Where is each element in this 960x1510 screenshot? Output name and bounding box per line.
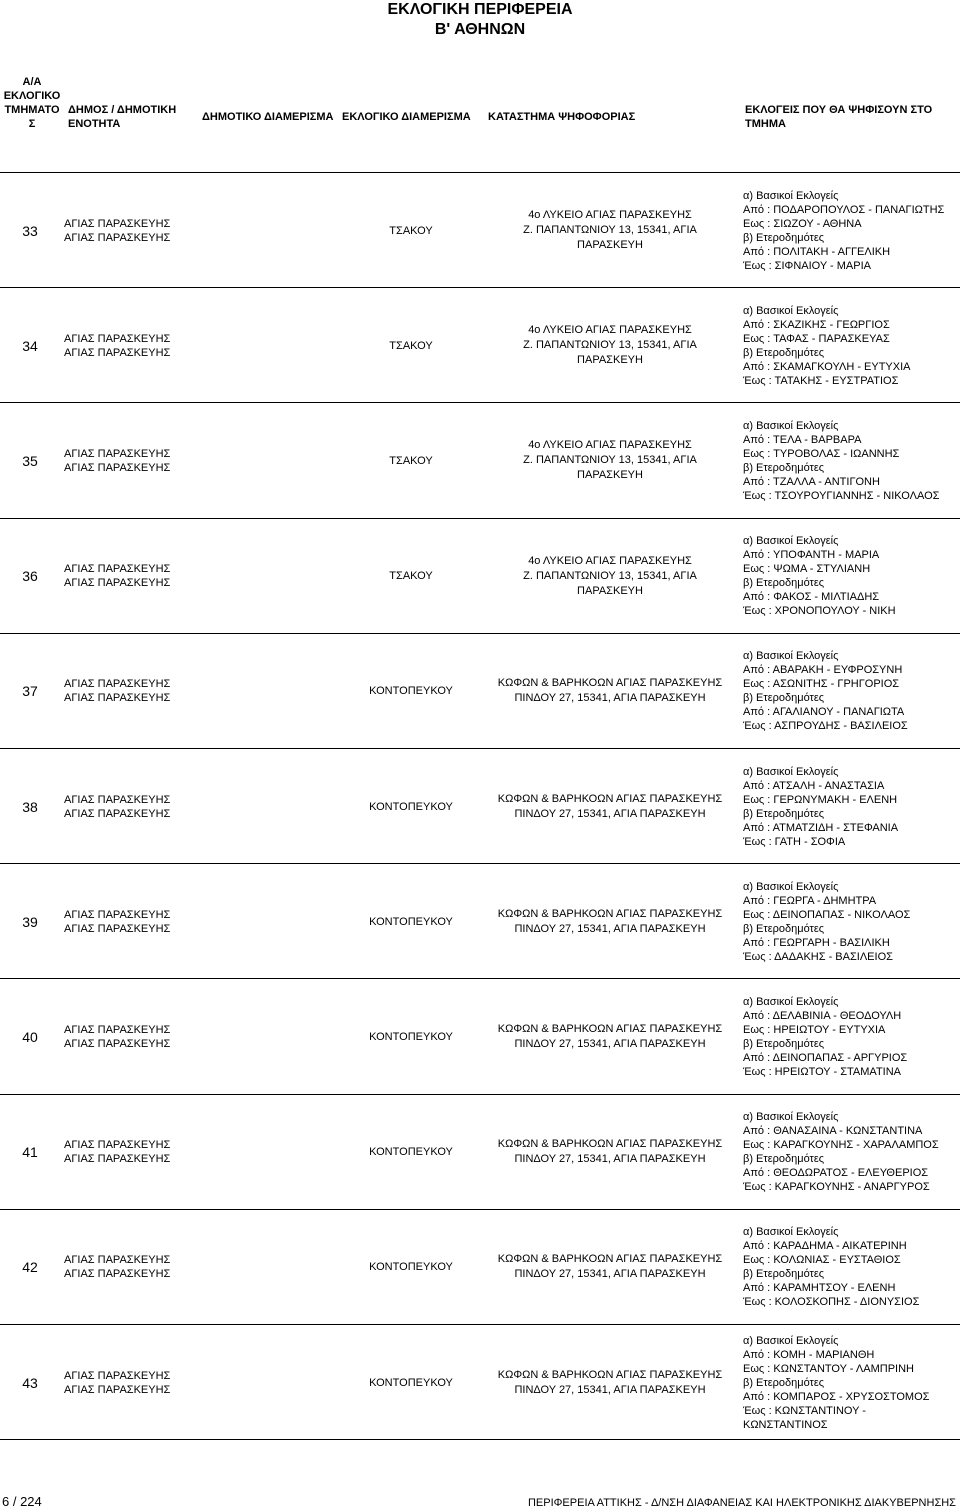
municipality-line: ΑΓΙΑΣ ΠΑΡΑΣΚΕΥΗΣ (64, 461, 171, 474)
table-row (0, 633, 960, 748)
table-header (0, 60, 960, 172)
polling-station-cell (480, 864, 740, 979)
row-number: 43 (22, 1374, 38, 1391)
polling-station-line: ΚΩΦΩΝ & ΒΑΡΗΚΟΩΝ ΑΓΙΑΣ ΠΑΡΑΣΚΕΥΗΣ (497, 677, 723, 690)
title-line-1: ΕΚΛΟΓΙΚΗ ΠΕΡΙΦΕΡΕΙΑ (387, 1, 573, 18)
municipality-line: ΑΓΙΑΣ ΠΑΡΑΣΚΕΥΗΣ (64, 793, 171, 806)
voters-line: β) Ετεροδημότες (743, 692, 825, 705)
voters-line: Από : ΘΑΝΑΣΑΙΝΑ - ΚΩΝΣΤΑΝΤΙΝΑ (743, 1125, 923, 1138)
polling-station-cell (480, 979, 740, 1094)
municipality-line: ΑΓΙΑΣ ΠΑΡΑΣΚΕΥΗΣ (64, 447, 171, 460)
voters-line: α) Βασικοί Εκλογείς (743, 880, 839, 893)
municipality-line: ΑΓΙΑΣ ΠΑΡΑΣΚΕΥΗΣ (64, 807, 171, 820)
voters-line: Από : ΓΕΩΡΓΑΡΗ - ΒΑΣΙΛΙΚΗ (743, 936, 890, 949)
voters-line: β) Ετεροδημότες (743, 1268, 825, 1281)
polling-station-line: ΠΙΝΔΟΥ 27, 15341, ΑΓΙΑ ΠΑΡΑΣΚΕΥΗ (514, 1153, 706, 1166)
polling-station-cell (480, 403, 740, 518)
title-line-2: Β' ΑΘΗΝΩΝ (434, 21, 526, 38)
header-aa-line: ΕΚΛΟΓΙΚΟ (3, 90, 61, 102)
voters-line: Από : ΣΚΑΜΑΓΚΟΥΛΗ - ΕΥΤΥΧΙΑ (743, 360, 911, 373)
polling-station-cell (480, 1325, 740, 1440)
header-polling-station: ΚΑΤΑΣΤΗΜΑ ΨΗΦΟΦΟΡΙΑΣ (488, 111, 636, 123)
row-number: 39 (22, 913, 38, 930)
voters-line: β) Ετεροδημότες (743, 346, 825, 359)
polling-station-line: Ζ. ΠΑΠΑΝΤΩΝΙΟΥ 13, 15341, ΑΓΙΑ (523, 569, 697, 582)
voters-line: Εως : ΤΑΦΑΣ - ΠΑΡΑΣΚΕΥΑΣ (743, 332, 890, 345)
voters-cell (743, 749, 958, 864)
voters-line: α) Βασικοί Εκλογείς (743, 419, 839, 432)
voters-cell (743, 1210, 958, 1325)
electoral-district-cell: ΚΟΝΤΟΠΕΥΚΟΥ (369, 1030, 453, 1043)
table-row (0, 287, 960, 402)
voters-line: Από : ΤΕΛΑ - ΒΑΡΒΑΡΑ (743, 433, 862, 446)
table-row (0, 518, 960, 633)
polling-station-line: ΠΙΝΔΟΥ 27, 15341, ΑΓΙΑ ΠΑΡΑΣΚΕΥΗ (514, 1383, 706, 1396)
electoral-district-cell: ΚΟΝΤΟΠΕΥΚΟΥ (369, 800, 453, 813)
polling-station-line: ΚΩΦΩΝ & ΒΑΡΗΚΟΩΝ ΑΓΙΑΣ ΠΑΡΑΣΚΕΥΗΣ (497, 1368, 723, 1381)
voters-line: Από : ΚΟΜΗ - ΜΑΡΙΑΝΘΗ (743, 1348, 875, 1361)
polling-station-line: ΚΩΦΩΝ & ΒΑΡΗΚΟΩΝ ΑΓΙΑΣ ΠΑΡΑΣΚΕΥΗΣ (497, 792, 723, 805)
header-municipality (68, 103, 176, 131)
electoral-district-cell: ΚΟΝΤΟΠΕΥΚΟΥ (369, 1261, 453, 1274)
voters-line: α) Βασικοί Εκλογείς (743, 304, 839, 317)
municipality-line: ΑΓΙΑΣ ΠΑΡΑΣΚΕΥΗΣ (64, 1268, 171, 1281)
municipality-line: ΑΓΙΑΣ ΠΑΡΑΣΚΕΥΗΣ (64, 1139, 171, 1152)
voters-line: β) Ετεροδημότες (743, 461, 825, 474)
voters-line: Εως : ΚΟΛΩΝΙΑΣ - ΕΥΣΤΑΘΙΟΣ (743, 1254, 901, 1267)
polling-station-cell (480, 634, 740, 749)
voters-line: Έως : ΑΣΠΡΟΥΔΗΣ - ΒΑΣΙΛΕΙΟΣ (743, 720, 908, 733)
polling-station-line: Ζ. ΠΑΠΑΝΤΩΝΙΟΥ 13, 15341, ΑΓΙΑ (523, 224, 697, 236)
voters-cell (743, 1325, 958, 1440)
table-row (0, 978, 960, 1093)
table-row (0, 863, 960, 978)
table-row (0, 748, 960, 863)
polling-station-cell (480, 1210, 740, 1325)
table-row (0, 172, 960, 287)
voters-line: α) Βασικοί Εκλογείς (743, 995, 839, 1008)
voters-line: Από : ΑΒΑΡΑΚΗ - ΕΥΦΡΟΣΥΝΗ (743, 664, 903, 677)
voters-line: Έως : ΤΑΤΑΚΗΣ - ΕΥΣΤΡΑΤΙΟΣ (743, 374, 899, 387)
voters-line: Έως : ΣΙΦΝΑΙΟΥ - ΜΑΡΙΑ (743, 259, 871, 272)
header-aa-line: ΤΜΗΜΑΤΟ (4, 104, 60, 116)
voters-line: β) Ετεροδημότες (743, 577, 825, 590)
municipality-cell (64, 519, 192, 634)
municipality-line: ΑΓΙΑΣ ΠΑΡΑΣΚΕΥΗΣ (64, 332, 171, 345)
polling-station-line: ΚΩΦΩΝ & ΒΑΡΗΚΟΩΝ ΑΓΙΑΣ ΠΑΡΑΣΚΕΥΗΣ (497, 1253, 723, 1266)
voters-line: Από : ΘΕΟΔΩΡΑΤΟΣ - ΕΛΕΥΘΕΡΙΟΣ (743, 1167, 929, 1180)
municipality-line: ΑΓΙΑΣ ΠΑΡΑΣΚΕΥΗΣ (64, 908, 171, 921)
voters-cell (743, 173, 958, 288)
polling-station-line: ΠΑΡΑΣΚΕΥΗ (577, 354, 643, 367)
voters-line: α) Βασικοί Εκλογείς (743, 1111, 839, 1124)
voters-line: Από : ΣΚΑΖΙΚΗΣ - ΓΕΩΡΓΙΟΣ (743, 318, 890, 331)
voters-cell (743, 634, 958, 749)
polling-station-line: ΚΩΦΩΝ & ΒΑΡΗΚΟΩΝ ΑΓΙΑΣ ΠΑΡΑΣΚΕΥΗΣ (497, 1022, 723, 1035)
voters-line: β) Ετεροδημότες (743, 807, 825, 820)
voters-line: Εως : ΓΕΡΩΝΥΜΑΚΗ - ΕΛΕΝΗ (743, 793, 898, 806)
header-voters (745, 103, 932, 131)
page-number: 6 / 224 (2, 1494, 42, 1509)
municipality-line: ΑΓΙΑΣ ΠΑΡΑΣΚΕΥΗΣ (64, 1153, 171, 1166)
polling-station-cell (480, 173, 740, 288)
voters-line: Από : ΔΕΙΝΟΠΑΠΑΣ - ΑΡΓΥΡΙΟΣ (743, 1051, 908, 1064)
polling-station-line: 4ο ΛΥΚΕΙΟ ΑΓΙΑΣ ΠΑΡΑΣΚΕΥΗΣ (528, 554, 692, 567)
table-row (0, 1324, 960, 1439)
row-number: 42 (22, 1259, 38, 1276)
municipality-cell (64, 1210, 192, 1325)
voters-line: Έως : ΚΑΡΑΓΚΟΥΝΗΣ - ΑΝΑΡΓΥΡΟΣ (743, 1181, 930, 1194)
voters-line: Από : ΔΕΛΑΒΙΝΙΑ - ΘΕΟΔΟΥΛΗ (743, 1009, 902, 1022)
voters-line: Εως : ΚΩΝΣΤΑΝΤΟΥ - ΛΑΜΠΡΙΝΗ (743, 1362, 914, 1375)
municipality-cell (64, 403, 192, 518)
electoral-district-cell: ΤΣΑΚΟΥ (389, 339, 433, 352)
header-electoral-district: ΕΚΛΟΓΙΚΟ ΔΙΑΜΕΡΙΣΜΑ (342, 111, 471, 123)
voters-line: Από : ΤΖΑΛΛΑ - ΑΝΤΙΓΟΝΗ (743, 475, 880, 488)
row-number: 40 (22, 1028, 38, 1045)
voters-cell (743, 403, 958, 518)
voters-line: β) Ετεροδημότες (743, 922, 825, 935)
voters-line: Έως : ΤΣΟΥΡΟΥΓΙΑΝΝΗΣ - ΝΙΚΟΛΑΟΣ (743, 489, 940, 502)
voters-line: α) Βασικοί Εκλογείς (743, 765, 839, 778)
municipality-line: ΑΓΙΑΣ ΠΑΡΑΣΚΕΥΗΣ (64, 1383, 171, 1396)
voters-line: ΚΩΝΣΤΑΝΤΙΝΟΣ (743, 1418, 828, 1431)
municipality-cell (64, 1095, 192, 1210)
voters-line: Εως : ΚΑΡΑΓΚΟΥΝΗΣ - ΧΑΡΑΛΑΜΠΟΣ (743, 1139, 939, 1152)
electoral-district-cell: ΚΟΝΤΟΠΕΥΚΟΥ (369, 685, 453, 698)
row-number: 35 (22, 452, 38, 469)
voters-line: Από : ΦΑΚΟΣ - ΜΙΛΤΙΑΔΗΣ (743, 591, 880, 604)
voters-line: Από : ΥΠΟΦΑΝΤΗ - ΜΑΡΙΑ (743, 549, 880, 562)
municipality-cell (64, 979, 192, 1094)
voters-line: Από : ΚΟΜΠΑΡΟΣ - ΧΡΥΣΟΣΤΟΜΟΣ (743, 1390, 930, 1403)
voters-cell (743, 979, 958, 1094)
row-number: 38 (22, 798, 38, 815)
polling-station-cell (480, 1095, 740, 1210)
polling-station-line: 4ο ΛΥΚΕΙΟ ΑΓΙΑΣ ΠΑΡΑΣΚΕΥΗΣ (528, 324, 692, 337)
page-footer (0, 1494, 960, 1510)
voters-line: Έως : ΚΟΛΟΣΚΟΠΗΣ - ΔΙΟΝΥΣΙΟΣ (743, 1296, 920, 1309)
voters-line: Έως : ΧΡΟΝΟΠΟΥΛΟΥ - ΝΙΚΗ (743, 605, 896, 618)
polling-station-cell (480, 519, 740, 634)
electoral-district-cell: ΤΣΑΚΟΥ (389, 454, 433, 467)
electoral-district-cell: ΤΣΑΚΟΥ (389, 224, 433, 237)
voters-line: Από : ΠΟΔΑΡΟΠΟΥΛΟΣ - ΠΑΝΑΓΙΩΤΗΣ (743, 203, 945, 216)
footer-organization: ΠΕΡΙΦΕΡΕΙΑ ΑΤΤΙΚΗΣ - Δ/ΝΣΗ ΔΙΑΦΑΝΕΙΑΣ ΚΑΙ ΗΛΕΚΤΡΟΝΙΚΗΣ ΔΙΑΚΥΒΕΡΝΗΣΗΣ (527, 1497, 956, 1509)
municipality-line: ΑΓΙΑΣ ΠΑΡΑΣΚΕΥΗΣ (64, 692, 171, 705)
polling-station-line: 4ο ΛΥΚΕΙΟ ΑΓΙΑΣ ΠΑΡΑΣΚΕΥΗΣ (528, 209, 692, 221)
voters-cell (743, 1095, 958, 1210)
polling-station-line: ΠΑΡΑΣΚΕΥΗ (577, 469, 643, 482)
row-number: 37 (22, 683, 38, 700)
voters-line: Από : ΚΑΡΑΜΗΤΣΟΥ - ΕΛΕΝΗ (743, 1282, 896, 1295)
voters-line: β) Ετεροδημότες (743, 1376, 825, 1389)
header-municipal-district: ΔΗΜΟΤΙΚΟ ΔΙΑΜΕΡΙΣΜΑ (202, 111, 334, 123)
table-row (0, 402, 960, 517)
voters-line: Εως : ΗΡΕΙΩΤΟΥ - ΕΥΤΥΧΙΑ (743, 1023, 886, 1036)
table-row (0, 1094, 960, 1209)
municipality-line: ΑΓΙΑΣ ΠΑΡΑΣΚΕΥΗΣ (64, 346, 171, 359)
polling-station-line: 4ο ΛΥΚΕΙΟ ΑΓΙΑΣ ΠΑΡΑΣΚΕΥΗΣ (528, 439, 692, 452)
voters-line: Από : ΑΓΑΛΙΑΝΟΥ - ΠΑΝΑΓΙΩΤΑ (743, 706, 905, 719)
voters-line: α) Βασικοί Εκλογείς (743, 189, 839, 202)
municipality-line: ΑΓΙΑΣ ΠΑΡΑΣΚΕΥΗΣ (64, 678, 171, 691)
polling-station-line: ΠΙΝΔΟΥ 27, 15341, ΑΓΙΑ ΠΑΡΑΣΚΕΥΗ (514, 692, 706, 705)
municipality-line: ΑΓΙΑΣ ΠΑΡΑΣΚΕΥΗΣ (64, 563, 171, 576)
polling-station-line: Ζ. ΠΑΠΑΝΤΩΝΙΟΥ 13, 15341, ΑΓΙΑ (523, 339, 697, 352)
row-number: 34 (22, 337, 38, 354)
polling-station-line: ΚΩΦΩΝ & ΒΑΡΗΚΟΩΝ ΑΓΙΑΣ ΠΑΡΑΣΚΕΥΗΣ (497, 1138, 723, 1151)
page-title (0, 0, 960, 40)
municipality-cell (64, 634, 192, 749)
polling-station-line: ΠΙΝΔΟΥ 27, 15341, ΑΓΙΑ ΠΑΡΑΣΚΕΥΗ (514, 1037, 706, 1050)
row-number: 36 (22, 568, 38, 585)
polling-station-line: ΠΑΡΑΣΚΕΥΗ (577, 239, 643, 251)
header-aa-line: Α/Α (22, 76, 42, 88)
municipality-line: ΑΓΙΑΣ ΠΑΡΑΣΚΕΥΗΣ (64, 1369, 171, 1382)
voters-cell (743, 519, 958, 634)
electoral-district-cell: ΤΣΑΚΟΥ (389, 570, 433, 583)
voters-line: Έως : ΔΑΔΑΚΗΣ - ΒΑΣΙΛΕΙΟΣ (743, 950, 893, 963)
municipality-line: ΑΓΙΑΣ ΠΑΡΑΣΚΕΥΗΣ (64, 231, 171, 244)
voters-cell (743, 864, 958, 979)
polling-station-line: ΠΙΝΔΟΥ 27, 15341, ΑΓΙΑ ΠΑΡΑΣΚΕΥΗ (514, 807, 706, 820)
voters-line: α) Βασικοί Εκλογείς (743, 650, 839, 663)
voters-cell (743, 288, 958, 403)
header-aa (2, 75, 62, 131)
voters-line: Έως : ΗΡΕΙΩΤΟΥ - ΣΤΑΜΑΤΙΝΑ (743, 1065, 901, 1078)
polling-station-line: ΠΙΝΔΟΥ 27, 15341, ΑΓΙΑ ΠΑΡΑΣΚΕΥΗ (514, 1268, 706, 1281)
header-voters-line: ΕΚΛΟΓΕΙΣ ΠΟΥ ΘΑ ΨΗΦΙΣΟΥΝ ΣΤΟ (745, 104, 933, 116)
voters-line: Εως : ΑΣΩΝΙΤΗΣ - ΓΡΗΓΟΡΙΟΣ (743, 678, 900, 691)
municipality-line: ΑΓΙΑΣ ΠΑΡΑΣΚΕΥΗΣ (64, 217, 171, 230)
polling-table (0, 172, 960, 1440)
header-voters-line: ΤΜΗΜΑ (745, 118, 786, 130)
voters-line: α) Βασικοί Εκλογείς (743, 1226, 839, 1239)
voters-line: Από : ΑΤΣΑΛΗ - ΑΝΑΣΤΑΣΙΑ (743, 779, 885, 792)
row-number: 41 (22, 1144, 38, 1161)
municipality-line: ΑΓΙΑΣ ΠΑΡΑΣΚΕΥΗΣ (64, 1023, 171, 1036)
voters-line: Εως : ΔΕΙΝΟΠΑΠΑΣ - ΝΙΚΟΛΑΟΣ (743, 908, 911, 921)
municipality-line: ΑΓΙΑΣ ΠΑΡΑΣΚΕΥΗΣ (64, 1254, 171, 1267)
header-aa-line: Σ (28, 118, 36, 130)
polling-station-line: ΚΩΦΩΝ & ΒΑΡΗΚΟΩΝ ΑΓΙΑΣ ΠΑΡΑΣΚΕΥΗΣ (497, 907, 723, 920)
electoral-district-cell: ΚΟΝΤΟΠΕΥΚΟΥ (369, 915, 453, 928)
polling-station-cell (480, 749, 740, 864)
voters-line: Από : ΓΕΩΡΓΑ - ΔΗΜΗΤΡΑ (743, 894, 877, 907)
voters-line: Εως : ΨΩΜΑ - ΣΤΥΛΙΑΝΗ (743, 563, 871, 576)
table-row (0, 1209, 960, 1324)
voters-line: Από : ΑΤΜΑΤΖΙΔΗ - ΣΤΕΦΑΝΙΑ (743, 821, 899, 834)
header-municipality-line: ΕΝΟΤΗΤΑ (68, 118, 121, 130)
voters-line: Εως : ΣΙΩΖΟΥ - ΑΘΗΝΑ (743, 217, 862, 230)
municipality-line: ΑΓΙΑΣ ΠΑΡΑΣΚΕΥΗΣ (64, 1037, 171, 1050)
voters-line: Από : ΠΟΛΙΤΑΚΗ - ΑΓΓΕΛΙΚΗ (743, 245, 891, 258)
voters-line: Εως : ΤΥΡΟΒΟΛΑΣ - ΙΩΑΝΝΗΣ (743, 447, 900, 460)
municipality-cell (64, 288, 192, 403)
electoral-district-cell: ΚΟΝΤΟΠΕΥΚΟΥ (369, 1146, 453, 1159)
polling-station-cell (480, 288, 740, 403)
voters-line: α) Βασικοί Εκλογείς (743, 1334, 839, 1347)
voters-line: β) Ετεροδημότες (743, 231, 825, 244)
municipality-cell (64, 749, 192, 864)
municipality-cell (64, 864, 192, 979)
municipality-line: ΑΓΙΑΣ ΠΑΡΑΣΚΕΥΗΣ (64, 577, 171, 590)
row-number: 33 (22, 222, 38, 239)
municipality-cell (64, 173, 192, 288)
voters-line: Από : ΚΑΡΑΔΗΜΑ - ΑΙΚΑΤΕΡΙΝΗ (743, 1240, 907, 1253)
polling-station-line: ΠΙΝΔΟΥ 27, 15341, ΑΓΙΑ ΠΑΡΑΣΚΕΥΗ (514, 922, 706, 935)
voters-line: β) Ετεροδημότες (743, 1153, 825, 1166)
voters-line: Έως : ΚΩΝΣΤΑΝΤΙΝΟΥ - (743, 1404, 866, 1417)
municipality-cell (64, 1325, 192, 1440)
municipality-line: ΑΓΙΑΣ ΠΑΡΑΣΚΕΥΗΣ (64, 922, 171, 935)
voters-line: α) Βασικοί Εκλογείς (743, 535, 839, 548)
voters-line: Έως : ΓΑΤΗ - ΣΟΦΙΑ (743, 835, 846, 848)
voters-line: β) Ετεροδημότες (743, 1037, 825, 1050)
header-municipality-line: ΔΗΜΟΣ / ΔΗΜΟΤΙΚΗ (68, 104, 177, 116)
electoral-district-cell: ΚΟΝΤΟΠΕΥΚΟΥ (369, 1376, 453, 1389)
polling-station-line: Ζ. ΠΑΠΑΝΤΩΝΙΟΥ 13, 15341, ΑΓΙΑ (523, 454, 697, 467)
polling-station-line: ΠΑΡΑΣΚΕΥΗ (577, 584, 643, 597)
